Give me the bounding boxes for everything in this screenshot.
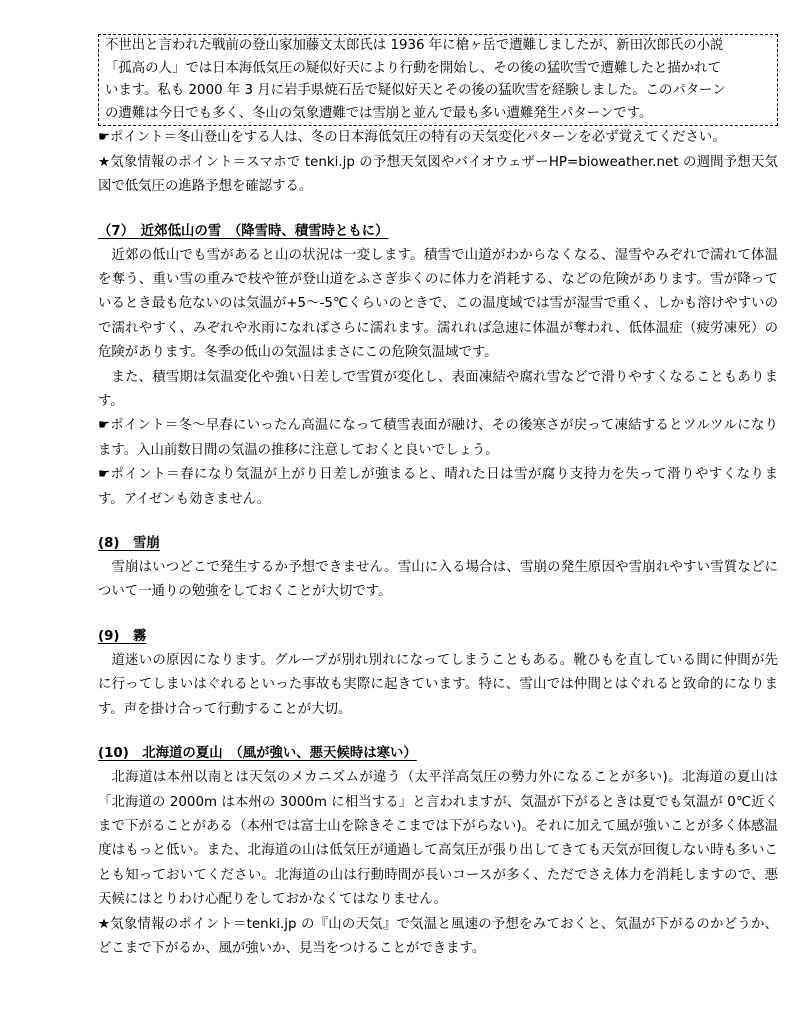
spacer — [98, 200, 778, 220]
section-7-point-2: ☛ポイント＝春になり気温が上がり日差しが強まると、晴れた日は雪が腐り支持力を失って滑りやすくなります。アイゼンも効きません。 — [98, 467, 778, 507]
section-7-heading-row — [98, 220, 778, 244]
spacer — [98, 605, 778, 625]
intro-box-line: います。私も 2000 年 3 月に岩手県焼石岳で疑似好天とその後の猛吹雪を経験しました。このパターン — [105, 83, 726, 99]
intro-point-winter: ☛ポイント＝冬山登山をする人は、冬の日本海低気圧の特有の天気変化パターンを必ず覚えてください。 — [98, 130, 726, 146]
section-9-heading-row — [98, 625, 778, 649]
section-8-heading-row — [98, 532, 778, 556]
section-7-point-1: ☛ポイント＝冬〜早春にいったん高温になって積雪表面が融け、その後寒さが戻って凍結するとツルツルになります。入山前数日間の気温の推移に注意しておくと良いでしょう。 — [98, 418, 778, 458]
section-7-para-2: また、積雪期は気温変化や強い日差しで雪質が変化し、表面凍結や腐れ雪などで滑りやすくなることもあります。 — [98, 369, 778, 410]
intro-point-weather-info: ★気象情報のポイント＝スマホで tenki.jp の予想天気図やバイオウェザーHP=bioweather.net の週間予想天気図で低気圧の進路予想を確認する。 — [98, 154, 778, 195]
section-10-heading-row — [98, 742, 778, 766]
section-9-heading: (9) 霧 — [98, 628, 147, 644]
section-8-para-1: 雪崩はいつどこで発生するか予想できません。雪山に入る場合は、雪崩の発生原因や雪崩れやすい雪質などについて一通りの勉強をしておくことが大切です。 — [98, 560, 778, 600]
section-10-heading: (10) 北海道の夏山 （風が強い、悪天候時は寒い） — [98, 746, 417, 762]
section-9-para-1: 道迷いの原因になります。グループが別れ別れになってしまうこともある。靴ひもを直している間に仲間が先に行ってしまいはぐれるといった事故も実際に起きています。特に、雪山では仲間とはぐれると致命的になります。声を掛け合って行動することが大切。 — [98, 652, 778, 717]
spacer — [98, 722, 778, 742]
document-page — [98, 34, 778, 961]
section-7-heading: （7） 近郊低山の雪 （降雪時、積雪時ともに） — [98, 223, 389, 239]
section-10-point-1: ★気象情報のポイント＝tenki.jp の『山の天気』で気温と風速の予想をみておくと、気温が下がるのかどうか、どこまで下がるか、風が強いか、見当をつけることができます。 — [98, 916, 778, 956]
section-7-para-1: 近郊の低山でも雪があると山の状況は一変します。積雪で山道がわからなくなる、湿雪やみぞれで濡れて体温を奪う、重い雪の重みで枝や笹が登山道をふさぎ歩くのに体力を消耗する、などの危険があります。雪が降っているとき最も危ないのは気温が+5〜-5℃くらいのときで、この温度域では雪が湿雪で重く、しかも溶けやすいので濡れやすく、みぞれや氷雨になればさらに濡れます。濡れれば急速に体温が奪われ、低体温症（疲労凍死）の危険があります。冬季の低山の気温はまさにこの危険気温域です。 — [98, 247, 778, 361]
intro-box — [98, 34, 778, 126]
spacer — [98, 512, 778, 532]
intro-box-line: 「孤高の人」では日本海低気圧の疑似好天により行動を開始し、その後の猛吹雪で遭難したと描かれて — [105, 60, 721, 76]
section-10-para-1: 北海道は本州以南とは天気のメカニズムが違う（太平洋高気圧の勢力外になることが多い)。北海道の夏山は「北海道の 2000m は本州の 3000m に相当する」と言われますが、気温が下がるときは夏でも気温が 0℃近くまで下がることがある（本州では富士山を除きそこまでは下がらない)。それに加えて風が強いことが多く体感温度はもっと低い。また、北海道の山は低気圧が通過して高気圧が張り出してきても天気が回復しない時も多いことも知っておいてください。北海道の山は行動時間が長いコースが多く、ただでさえ体力を消耗しますので、悪天候にはとりわけ心配りをしておかなくてはなりません。 — [98, 770, 778, 908]
intro-box-line: の遭難は今日でも多く、冬山の気象遭難では雪崩と並んで最も多い遭難発生パターンです。 — [105, 105, 653, 121]
intro-box-line: 不世出と言われた戦前の登山家加藤文太郎氏は 1936 年に槍ヶ岳で遭難しましたが、新田次郎氏の小説 — [105, 38, 724, 53]
section-8-heading: (8) 雪崩 — [98, 536, 160, 552]
